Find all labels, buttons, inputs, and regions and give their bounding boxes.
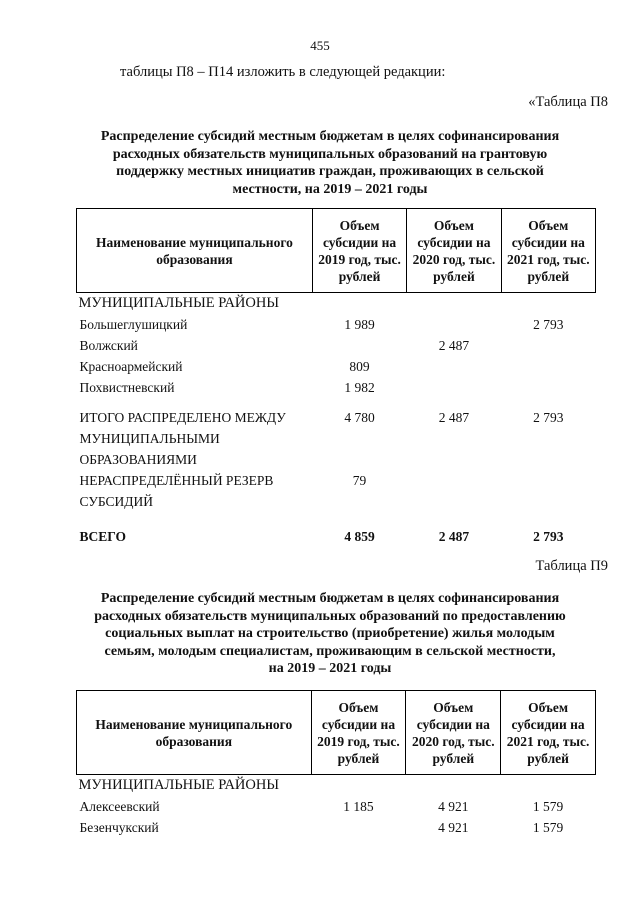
row-value-2019: 1 185 <box>343 799 374 814</box>
grand-total-2019: 4 859 <box>344 529 375 544</box>
column-header-2019: Объем субсидии на 2019 год, тыс. рублей <box>312 209 406 293</box>
column-header-name: Наименование муниципального образования <box>77 691 312 775</box>
row-value-2021: 1 579 <box>532 820 564 835</box>
table-row <box>77 377 596 398</box>
group-label: МУНИЦИПАЛЬНЫЕ РАЙОНЫ <box>78 295 279 311</box>
reserve-2019: 79 <box>352 473 367 488</box>
row-name: Алексеевский <box>79 799 160 814</box>
row-value-2020 <box>407 314 501 335</box>
row-value-2021: 1 579 <box>532 799 564 814</box>
reserve-label: НЕРАСПРЕДЕЛЁННЫЙ РЕЗЕРВ СУБСИДИЙ <box>79 473 274 509</box>
row-value-2020 <box>407 356 501 377</box>
heading-line: расходных обязательств муниципальных образований на грантовую <box>112 146 548 162</box>
row-value-2020: 4 921 <box>438 820 469 835</box>
row-value-2020: 4 921 <box>438 799 469 814</box>
grand-total-row <box>77 512 596 547</box>
row-value-2019: 1 982 <box>344 380 375 395</box>
table-row <box>77 356 596 377</box>
table-row <box>77 314 596 335</box>
row-value-2019 <box>312 335 406 356</box>
table-row <box>77 335 596 356</box>
row-value-2021 <box>501 377 595 398</box>
table-p9-caption: Таблица П9 <box>535 558 608 574</box>
heading-line: расходных обязательств муниципальных образований по предоставлению <box>94 608 566 624</box>
table-row <box>77 817 596 838</box>
row-name: Похвистневский <box>79 380 175 395</box>
row-value-2019: 809 <box>349 359 370 374</box>
column-header-2020: Объем субсидии на 2020 год, тыс. рублей <box>406 691 501 775</box>
group-row <box>77 293 596 315</box>
row-value-2019: 1 989 <box>344 317 375 332</box>
row-value-2021 <box>501 335 595 356</box>
row-value-2021: 2 793 <box>533 317 564 332</box>
column-header-name: Наименование муниципального образования <box>77 209 313 293</box>
table-p9-heading <box>70 590 590 678</box>
grand-total-2021: 2 793 <box>533 529 564 544</box>
reserve-row <box>77 470 596 512</box>
table-p8 <box>76 208 596 547</box>
intro-text: таблицы П8 – П14 изложить в следующей редакции: <box>120 64 446 80</box>
column-header-2020: Объем субсидии на 2020 год, тыс. рублей <box>407 209 501 293</box>
total-distributed-2020: 2 487 <box>438 410 470 425</box>
column-header-2021: Объем субсидии на 2021 год, тыс. рублей <box>501 691 596 775</box>
row-name: Волжский <box>79 338 138 353</box>
heading-line: Распределение субсидий местным бюджетам в целях софинансирования <box>100 129 560 144</box>
row-name: Красноармейский <box>79 359 183 374</box>
total-distributed-label: ИТОГО РАСПРЕДЕЛЕНО МЕЖДУ МУНИЦИПАЛЬНЫМИ ОБРАЗОВАНИЯМИ <box>79 410 286 467</box>
group-row <box>77 775 596 797</box>
total-distributed-row <box>77 398 596 470</box>
total-distributed-2019: 4 780 <box>344 410 375 425</box>
grand-total-2020: 2 487 <box>438 529 470 544</box>
grand-total-label: ВСЕГО <box>79 529 127 544</box>
row-value-2020: 2 487 <box>438 338 470 353</box>
column-header-2019: Объем субсидии на 2019 год, тыс. рублей <box>311 691 406 775</box>
table-row <box>77 796 596 817</box>
row-name: Большеглушицкий <box>79 317 188 332</box>
heading-line: местности, на 2019 – 2021 годы <box>232 181 428 197</box>
heading-line: социальных выплат на строительство (приобретение) жилья молодым <box>105 626 555 641</box>
group-label: МУНИЦИПАЛЬНЫЕ РАЙОНЫ <box>78 777 279 793</box>
table-p9 <box>76 690 596 838</box>
column-header-2021: Объем субсидии на 2021 год, тыс. рублей <box>501 209 595 293</box>
heading-line: поддержку местных инициатив граждан, проживающих в сельской <box>116 164 544 179</box>
heading-line: семьям, молодым специалистам, проживающим в сельской местности, <box>104 643 556 659</box>
total-distributed-2021: 2 793 <box>533 410 564 425</box>
reserve-2020 <box>407 470 501 512</box>
page-number: 455 <box>310 38 330 53</box>
row-value-2020 <box>407 377 501 398</box>
heading-line: на 2019 – 2021 годы <box>268 661 392 676</box>
row-value-2021 <box>501 356 595 377</box>
table-p8-caption: «Таблица П8 <box>528 94 608 110</box>
row-name: Безенчукский <box>79 820 159 835</box>
table-p8-heading <box>70 128 590 198</box>
heading-line: Распределение субсидий местным бюджетам в целях софинансирования <box>100 591 560 606</box>
reserve-2021 <box>501 470 595 512</box>
row-value-2019 <box>311 817 406 838</box>
